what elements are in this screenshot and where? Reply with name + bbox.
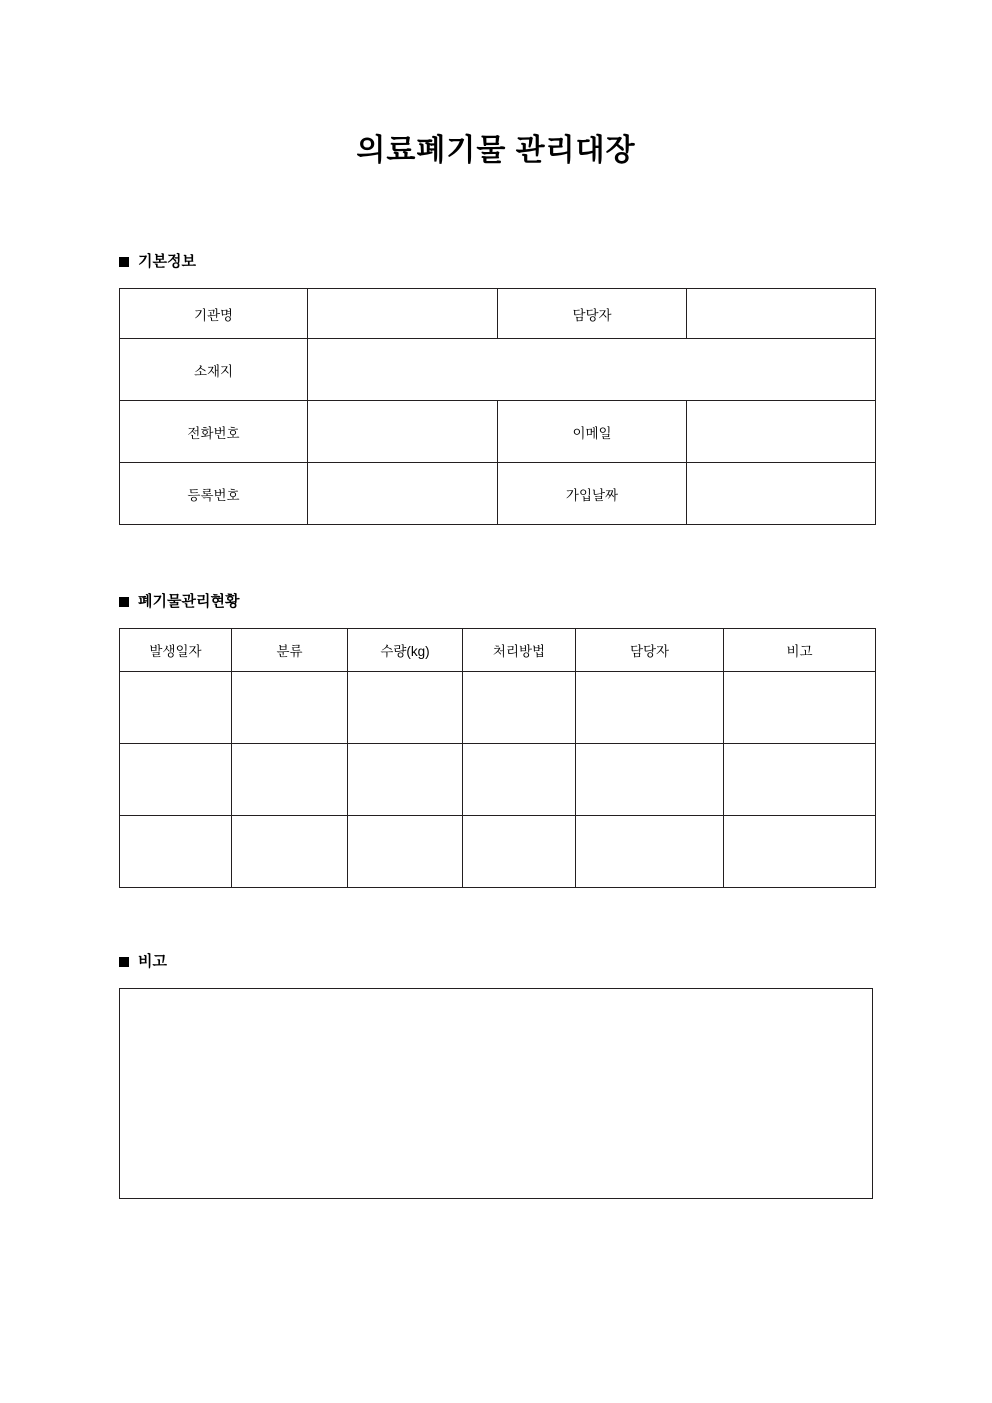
table-row (120, 816, 876, 888)
label-address: 소재지 (120, 339, 308, 401)
cell-quantity-kg[interactable] (348, 816, 463, 888)
table-row (120, 401, 876, 463)
square-bullet-icon (119, 957, 129, 967)
notes-textarea[interactable] (119, 988, 873, 1199)
column-header-quantity-kg: 수량(kg) (348, 629, 463, 672)
label-email: 이메일 (498, 401, 687, 463)
cell-manager[interactable] (576, 672, 724, 744)
square-bullet-icon (119, 257, 129, 267)
cell-category[interactable] (232, 744, 348, 816)
label-manager: 담당자 (498, 289, 687, 339)
basic-info-table (119, 288, 876, 525)
cell-category[interactable] (232, 672, 348, 744)
value-email[interactable] (687, 401, 876, 463)
cell-manager[interactable] (576, 744, 724, 816)
cell-remarks[interactable] (724, 816, 876, 888)
cell-remarks[interactable] (724, 744, 876, 816)
column-header-category: 분류 (232, 629, 348, 672)
section-heading-label: 비고 (138, 953, 167, 970)
table-header-row (120, 629, 876, 672)
cell-occurrence-date[interactable] (120, 744, 232, 816)
cell-quantity-kg[interactable] (348, 672, 463, 744)
section-heading-notes (119, 952, 167, 972)
cell-treatment-method[interactable] (463, 672, 576, 744)
section-heading-waste-status (119, 592, 239, 612)
cell-occurrence-date[interactable] (120, 816, 232, 888)
label-registration-number: 등록번호 (120, 463, 308, 525)
value-phone-number[interactable] (308, 401, 498, 463)
value-registration-number[interactable] (308, 463, 498, 525)
column-header-treatment-method: 처리방법 (463, 629, 576, 672)
label-join-date: 가입날짜 (498, 463, 687, 525)
value-institution-name[interactable] (308, 289, 498, 339)
value-join-date[interactable] (687, 463, 876, 525)
section-heading-label: 기본정보 (138, 253, 196, 270)
table-row (120, 339, 876, 401)
table-row (120, 463, 876, 525)
cell-occurrence-date[interactable] (120, 672, 232, 744)
value-address[interactable] (308, 339, 876, 401)
cell-treatment-method[interactable] (463, 744, 576, 816)
cell-treatment-method[interactable] (463, 816, 576, 888)
value-manager[interactable] (687, 289, 876, 339)
cell-manager[interactable] (576, 816, 724, 888)
column-header-remarks: 비고 (724, 629, 876, 672)
label-phone-number: 전화번호 (120, 401, 308, 463)
cell-remarks[interactable] (724, 672, 876, 744)
label-institution-name: 기관명 (120, 289, 308, 339)
section-heading-basic-info (119, 252, 196, 272)
cell-quantity-kg[interactable] (348, 744, 463, 816)
table-row (120, 672, 876, 744)
column-header-occurrence-date: 발생일자 (120, 629, 232, 672)
notes-content (120, 989, 872, 1019)
page-title: 의료폐기물 관리대장 (356, 134, 636, 167)
section-heading-label: 폐기물관리현황 (138, 593, 240, 610)
column-header-manager: 담당자 (576, 629, 724, 672)
table-row (120, 289, 876, 339)
square-bullet-icon (119, 597, 129, 607)
cell-category[interactable] (232, 816, 348, 888)
table-row (120, 744, 876, 816)
waste-status-table (119, 628, 876, 888)
